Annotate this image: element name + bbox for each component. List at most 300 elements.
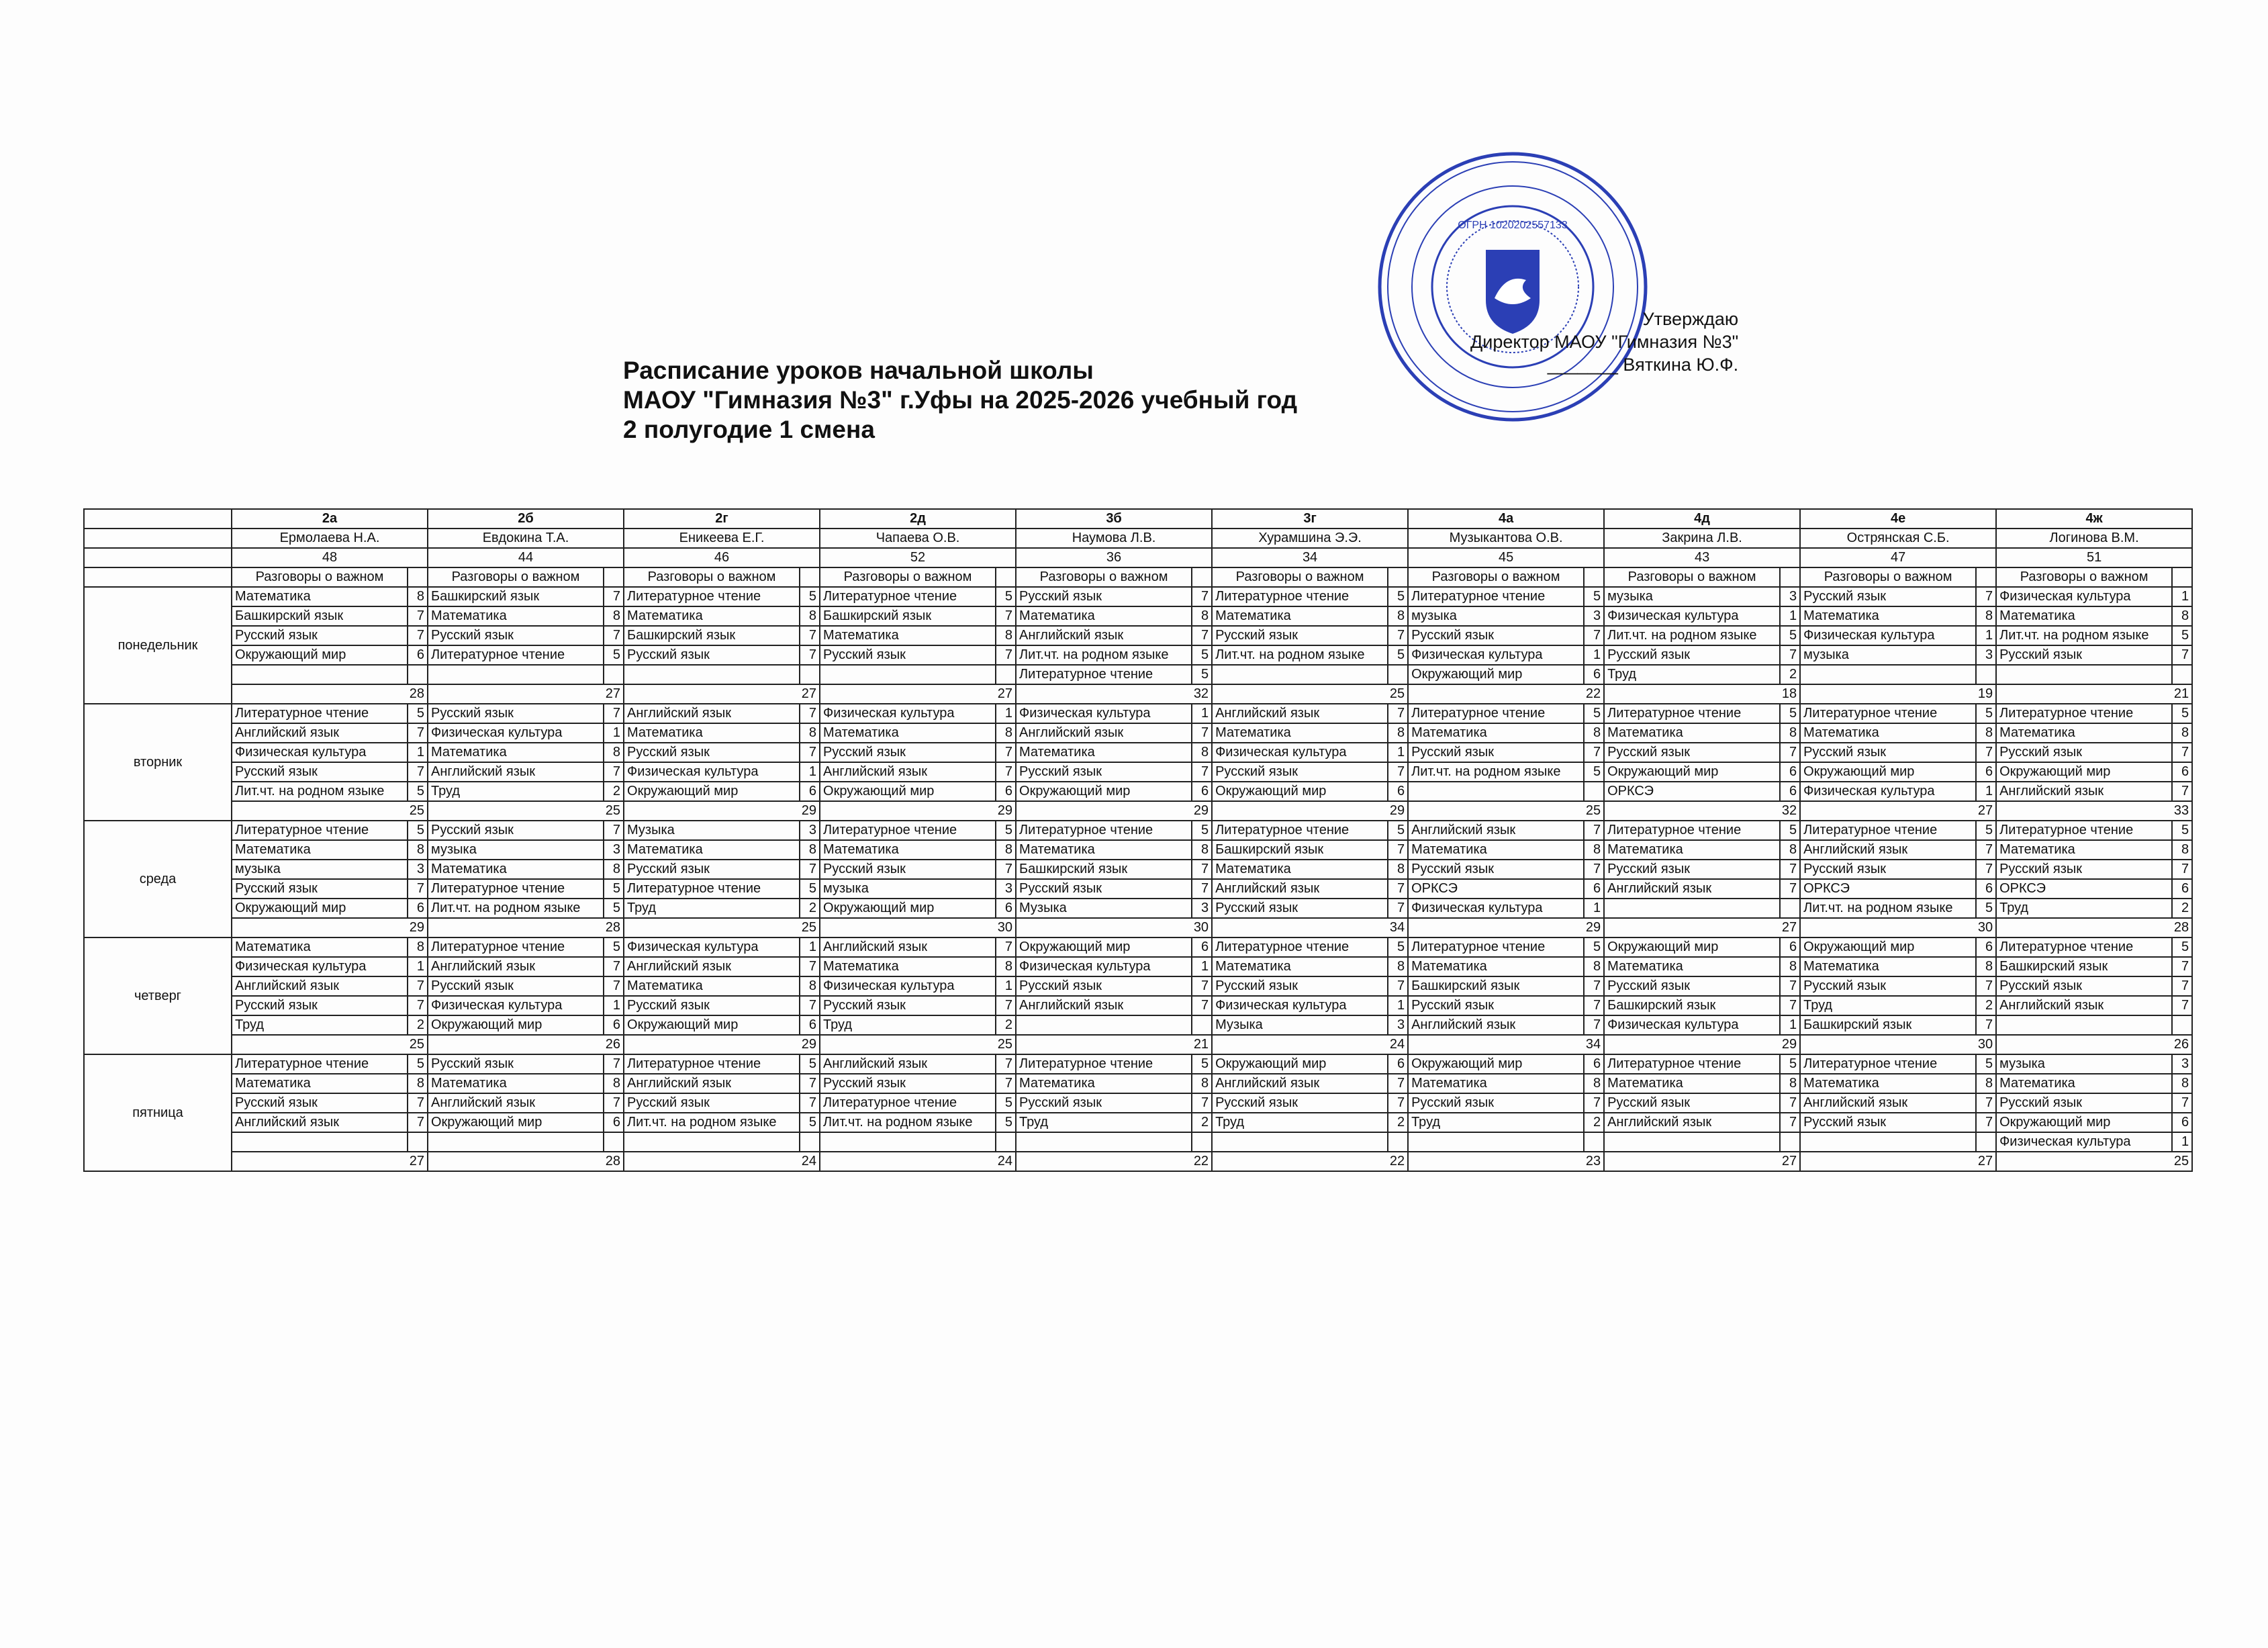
lesson-difficulty: 7 <box>2172 976 2192 996</box>
lesson-difficulty: 1 <box>604 996 624 1015</box>
day-name: пятница <box>84 1054 232 1171</box>
lesson-difficulty: 8 <box>1780 723 1800 743</box>
title-line-3: 2 полугодие 1 смена <box>623 416 875 443</box>
lesson-subject: Русский язык <box>624 743 800 762</box>
lesson-difficulty: 7 <box>1192 723 1212 743</box>
day-total: 18 <box>1604 684 1800 704</box>
lesson-subject <box>820 665 996 684</box>
lesson-difficulty: 1 <box>1192 704 1212 723</box>
lesson-difficulty: 1 <box>1780 1015 1800 1035</box>
lesson-subject: Окружающий мир <box>232 899 408 918</box>
lesson-difficulty: 7 <box>604 1054 624 1074</box>
lesson-difficulty: 7 <box>2172 782 2192 801</box>
lesson-subject: Окружающий мир <box>624 1015 800 1035</box>
lesson-subject: Башкирский язык <box>624 626 800 645</box>
lesson-subject: Труд <box>820 1015 996 1035</box>
lesson-subject: Литературное чтение <box>1016 1054 1192 1074</box>
lesson-subject: Английский язык <box>1212 879 1388 899</box>
lesson-difficulty <box>1388 1132 1408 1152</box>
lesson-subject: Физическая культура <box>1408 645 1584 665</box>
lesson-difficulty: 6 <box>1388 1054 1408 1074</box>
lesson-subject: Окружающий мир <box>1212 1054 1388 1074</box>
lesson-subject: Физическая культура <box>820 976 996 996</box>
lesson-difficulty: 7 <box>1976 1113 1996 1132</box>
lesson-subject: Математика <box>624 840 800 860</box>
lesson-difficulty: 8 <box>2172 723 2192 743</box>
class-name: 4е <box>1800 509 1996 529</box>
day-total: 27 <box>1800 801 1996 821</box>
class-name: 4ж <box>1996 509 2192 529</box>
lesson-subject: Русский язык <box>624 645 800 665</box>
lesson-subject <box>232 1132 408 1152</box>
lesson-subject: Литературное чтение <box>1016 665 1192 684</box>
lesson-difficulty: 5 <box>1780 1054 1800 1074</box>
lesson-subject: Окружающий мир <box>232 645 408 665</box>
lesson-difficulty: 1 <box>1780 606 1800 626</box>
class-name: 2б <box>428 509 624 529</box>
lesson-difficulty: 8 <box>1976 1074 1996 1093</box>
lesson-difficulty: 8 <box>1192 606 1212 626</box>
lesson-subject: Русский язык <box>1408 996 1584 1015</box>
lesson-difficulty: 7 <box>800 1074 820 1093</box>
lesson-difficulty: 7 <box>996 645 1016 665</box>
lesson-subject: Физическая культура <box>1408 899 1584 918</box>
lesson-difficulty: 6 <box>1976 762 1996 782</box>
day-total: 22 <box>1212 1152 1408 1171</box>
lesson-subject: Русский язык <box>820 1074 996 1093</box>
lesson-difficulty: 5 <box>1192 645 1212 665</box>
lesson-difficulty: 7 <box>800 996 820 1015</box>
talk-lesson-load <box>1584 567 1604 587</box>
lesson-difficulty <box>1584 782 1604 801</box>
talk-lesson-load <box>1192 567 1212 587</box>
lesson-difficulty: 7 <box>1584 860 1604 879</box>
lesson-difficulty: 7 <box>1192 996 1212 1015</box>
lesson-subject: Математика <box>624 606 800 626</box>
lesson-difficulty <box>1780 1132 1800 1152</box>
day-total: 29 <box>820 801 1016 821</box>
lesson-subject: Литературное чтение <box>232 821 408 840</box>
day-total: 25 <box>624 918 820 937</box>
class-teacher: Чапаева О.В. <box>820 529 1016 548</box>
lesson-difficulty: 7 <box>996 1074 1016 1093</box>
lesson-subject: Русский язык <box>428 976 604 996</box>
day-total: 26 <box>428 1035 624 1054</box>
lesson-subject: Математика <box>820 626 996 645</box>
lesson-difficulty: 7 <box>1976 860 1996 879</box>
day-total: 27 <box>624 684 820 704</box>
lesson-difficulty: 7 <box>2172 1093 2192 1113</box>
lesson-subject: Русский язык <box>1800 743 1976 762</box>
lesson-difficulty: 5 <box>996 1093 1016 1113</box>
lesson-difficulty: 6 <box>604 1113 624 1132</box>
lesson-difficulty: 5 <box>2172 704 2192 723</box>
lesson-subject: Литературное чтение <box>820 821 996 840</box>
approval-line-3: _______ Вяткина Ю.Ф. <box>1547 355 1739 375</box>
class-teacher: Хурамшина Э.Э. <box>1212 529 1408 548</box>
class-teacher: Еникеева Е.Г. <box>624 529 820 548</box>
lesson-subject: Английский язык <box>624 704 800 723</box>
lesson-difficulty: 7 <box>1780 1113 1800 1132</box>
lesson-subject: Физическая культура <box>1800 782 1976 801</box>
day-total: 32 <box>1604 801 1800 821</box>
lesson-difficulty: 8 <box>1192 1074 1212 1093</box>
day-total-row <box>84 684 2192 704</box>
lesson-difficulty: 2 <box>1192 1113 1212 1132</box>
lesson-subject: Английский язык <box>1800 840 1976 860</box>
class-students: 34 <box>1212 548 1408 567</box>
lesson-subject: Математика <box>232 1074 408 1093</box>
lesson-subject: Английский язык <box>428 957 604 976</box>
lesson-row <box>84 1132 2192 1152</box>
lesson-subject: Литературное чтение <box>1996 937 2172 957</box>
lesson-subject: Труд <box>1800 996 1976 1015</box>
lesson-subject: музыка <box>428 840 604 860</box>
class-students: 45 <box>1408 548 1604 567</box>
lesson-difficulty: 6 <box>408 899 428 918</box>
lesson-subject: ОРКСЭ <box>1604 782 1780 801</box>
lesson-subject: Математика <box>1996 1074 2172 1093</box>
day-total: 27 <box>1604 1152 1800 1171</box>
lesson-subject: Математика <box>1016 743 1192 762</box>
lesson-difficulty: 7 <box>996 606 1016 626</box>
lesson-difficulty: 7 <box>1192 587 1212 606</box>
day-total: 29 <box>624 801 820 821</box>
lesson-subject: Литературное чтение <box>428 937 604 957</box>
lesson-subject: Русский язык <box>232 626 408 645</box>
lesson-difficulty: 5 <box>604 937 624 957</box>
lesson-subject: Русский язык <box>624 996 800 1015</box>
class-students: 43 <box>1604 548 1800 567</box>
lesson-subject: Русский язык <box>1408 860 1584 879</box>
lesson-difficulty: 7 <box>1388 704 1408 723</box>
lesson-difficulty: 7 <box>1780 1093 1800 1113</box>
lesson-row <box>84 899 2192 918</box>
lesson-subject: Математика <box>1212 860 1388 879</box>
lesson-difficulty: 8 <box>800 976 820 996</box>
day-total: 28 <box>428 918 624 937</box>
lesson-difficulty: 5 <box>408 782 428 801</box>
class-teacher: Логинова В.М. <box>1996 529 2192 548</box>
header-corner <box>84 567 232 587</box>
lesson-subject: Труд <box>1212 1113 1388 1132</box>
lesson-difficulty: 2 <box>800 899 820 918</box>
lesson-difficulty: 7 <box>1584 743 1604 762</box>
day-total: 30 <box>1016 918 1212 937</box>
lesson-difficulty <box>408 665 428 684</box>
talk-lesson-load <box>604 567 624 587</box>
lesson-difficulty: 7 <box>604 821 624 840</box>
lesson-difficulty: 7 <box>800 1093 820 1113</box>
lesson-difficulty: 3 <box>604 840 624 860</box>
lesson-subject <box>1212 1132 1388 1152</box>
lesson-difficulty: 7 <box>408 996 428 1015</box>
class-name: 3б <box>1016 509 1212 529</box>
lesson-difficulty: 8 <box>800 606 820 626</box>
lesson-subject: Русский язык <box>232 879 408 899</box>
lesson-subject: Литературное чтение <box>428 879 604 899</box>
day-total: 28 <box>428 1152 624 1171</box>
day-total: 24 <box>1212 1035 1408 1054</box>
class-students: 46 <box>624 548 820 567</box>
lesson-difficulty: 1 <box>1192 957 1212 976</box>
lesson-difficulty: 7 <box>2172 957 2192 976</box>
lesson-difficulty: 1 <box>604 723 624 743</box>
lesson-subject: Музыка <box>624 821 800 840</box>
lesson-subject: Труд <box>1408 1113 1584 1132</box>
lesson-difficulty: 8 <box>996 723 1016 743</box>
lesson-row <box>84 1054 2192 1074</box>
day-total: 25 <box>1996 1152 2192 1171</box>
lesson-subject: Физическая культура <box>1212 743 1388 762</box>
lesson-difficulty: 5 <box>1780 626 1800 645</box>
lesson-difficulty <box>800 1132 820 1152</box>
lesson-difficulty: 3 <box>996 879 1016 899</box>
lesson-difficulty: 7 <box>1780 879 1800 899</box>
lesson-subject: Башкирский язык <box>820 606 996 626</box>
lesson-row <box>84 782 2192 801</box>
lesson-subject: Труд <box>1016 1113 1192 1132</box>
lesson-subject: музыка <box>1604 587 1780 606</box>
lesson-difficulty: 5 <box>1976 821 1996 840</box>
lesson-difficulty: 7 <box>408 606 428 626</box>
lesson-subject: Физическая культура <box>1996 587 2172 606</box>
lesson-subject: Литературное чтение <box>1408 587 1584 606</box>
lesson-subject: музыка <box>820 879 996 899</box>
lesson-subject: Русский язык <box>232 762 408 782</box>
lesson-difficulty: 7 <box>1780 860 1800 879</box>
talk-lesson: Разговоры о важном <box>820 567 996 587</box>
lesson-subject: Окружающий мир <box>1800 762 1976 782</box>
official-seal-stamp <box>1375 149 1650 424</box>
lesson-subject: Окружающий мир <box>820 899 996 918</box>
lesson-subject: Английский язык <box>1408 821 1584 840</box>
lesson-subject: Русский язык <box>1604 743 1780 762</box>
lesson-subject: Русский язык <box>232 1093 408 1113</box>
day-total: 25 <box>1408 801 1604 821</box>
lesson-subject: Окружающий мир <box>1604 762 1780 782</box>
lesson-difficulty: 5 <box>1192 821 1212 840</box>
lesson-difficulty: 2 <box>1584 1113 1604 1132</box>
lesson-subject: Русский язык <box>820 743 996 762</box>
day-total: 25 <box>232 801 428 821</box>
talk-lesson-load <box>1976 567 1996 587</box>
lesson-subject: Русский язык <box>624 860 800 879</box>
lesson-subject <box>1212 665 1388 684</box>
lesson-difficulty: 8 <box>800 723 820 743</box>
lesson-subject: Математика <box>820 840 996 860</box>
lesson-difficulty: 8 <box>604 860 624 879</box>
lesson-difficulty: 5 <box>1584 762 1604 782</box>
approval-block <box>1470 308 1738 376</box>
lesson-subject: Физическая культура <box>232 957 408 976</box>
lesson-difficulty: 2 <box>408 1015 428 1035</box>
lesson-difficulty: 7 <box>800 626 820 645</box>
lesson-subject: Литературное чтение <box>1212 821 1388 840</box>
lesson-subject: Окружающий мир <box>1212 782 1388 801</box>
lesson-subject: Математика <box>1800 606 1976 626</box>
day-total-row <box>84 1152 2192 1171</box>
lesson-difficulty: 3 <box>1976 645 1996 665</box>
lesson-difficulty: 6 <box>2172 762 2192 782</box>
lesson-difficulty: 8 <box>800 840 820 860</box>
lesson-subject: Математика <box>232 587 408 606</box>
lesson-subject: Английский язык <box>232 723 408 743</box>
talk-lesson: Разговоры о важном <box>232 567 408 587</box>
lesson-subject: Труд <box>1604 665 1780 684</box>
lesson-subject: Русский язык <box>1212 899 1388 918</box>
lesson-difficulty <box>2172 665 2192 684</box>
talk-lesson: Разговоры о важном <box>428 567 604 587</box>
lesson-difficulty: 5 <box>1192 665 1212 684</box>
lesson-difficulty: 5 <box>1584 704 1604 723</box>
class-teacher: Острянская С.Б. <box>1800 529 1996 548</box>
lesson-difficulty: 2 <box>2172 899 2192 918</box>
lesson-difficulty: 8 <box>996 957 1016 976</box>
lesson-difficulty: 7 <box>800 860 820 879</box>
lesson-subject: Музыка <box>1016 899 1192 918</box>
lesson-subject: Башкирский язык <box>232 606 408 626</box>
lesson-difficulty: 8 <box>1388 957 1408 976</box>
lesson-row <box>84 762 2192 782</box>
lesson-subject: Литературное чтение <box>232 704 408 723</box>
lesson-subject: Русский язык <box>1016 587 1192 606</box>
lesson-subject: Окружающий мир <box>1996 762 2172 782</box>
lesson-subject <box>1996 1015 2172 1035</box>
lesson-subject: Математика <box>1016 840 1192 860</box>
lesson-subject: Английский язык <box>428 1093 604 1113</box>
lesson-subject: Русский язык <box>1604 1093 1780 1113</box>
lesson-row <box>84 860 2192 879</box>
lesson-difficulty <box>408 1132 428 1152</box>
lesson-difficulty: 7 <box>1780 645 1800 665</box>
lesson-difficulty: 8 <box>408 587 428 606</box>
lesson-difficulty: 7 <box>1976 1015 1996 1035</box>
lesson-difficulty: 7 <box>800 704 820 723</box>
lesson-subject: Окружающий мир <box>1996 1113 2172 1132</box>
lesson-difficulty: 8 <box>1976 723 1996 743</box>
lesson-difficulty: 5 <box>1388 821 1408 840</box>
day-total: 21 <box>1016 1035 1212 1054</box>
lesson-subject: Математика <box>1212 606 1388 626</box>
lesson-difficulty: 8 <box>408 937 428 957</box>
lesson-subject: Физическая культура <box>1800 626 1976 645</box>
lesson-subject: Башкирский язык <box>1212 840 1388 860</box>
lesson-subject: Окружающий мир <box>1016 937 1192 957</box>
class-name: 2д <box>820 509 1016 529</box>
lesson-difficulty: 7 <box>996 937 1016 957</box>
lesson-subject: Русский язык <box>1408 743 1584 762</box>
lesson-difficulty: 7 <box>1388 840 1408 860</box>
lesson-difficulty: 8 <box>2172 606 2192 626</box>
lesson-difficulty: 5 <box>604 879 624 899</box>
lesson-subject: Литературное чтение <box>1212 937 1388 957</box>
day-total: 29 <box>1016 801 1212 821</box>
lesson-row <box>84 1113 2192 1132</box>
schedule-table <box>83 508 2193 1172</box>
lesson-difficulty: 6 <box>1388 782 1408 801</box>
lesson-difficulty: 5 <box>800 1054 820 1074</box>
lesson-subject: Русский язык <box>1016 1093 1192 1113</box>
lesson-difficulty <box>2172 1015 2192 1035</box>
lesson-subject: Математика <box>820 957 996 976</box>
day-total: 24 <box>624 1152 820 1171</box>
lesson-difficulty: 5 <box>1192 1054 1212 1074</box>
lesson-subject: Физическая культура <box>428 723 604 743</box>
lesson-difficulty: 7 <box>408 1113 428 1132</box>
day-total: 33 <box>1996 801 2192 821</box>
lesson-difficulty: 1 <box>1976 626 1996 645</box>
lesson-subject: Русский язык <box>1800 860 1976 879</box>
lesson-row <box>84 879 2192 899</box>
lesson-subject: музыка <box>1800 645 1976 665</box>
lesson-subject: Русский язык <box>624 1093 800 1113</box>
talk-lesson: Разговоры о важном <box>1604 567 1780 587</box>
header-corner <box>84 548 232 567</box>
lesson-subject: Английский язык <box>1212 704 1388 723</box>
day-total: 30 <box>1800 1035 1996 1054</box>
day-total: 28 <box>232 684 428 704</box>
lesson-difficulty: 7 <box>1192 626 1212 645</box>
lesson-difficulty: 2 <box>1976 996 1996 1015</box>
lesson-subject: Русский язык <box>820 645 996 665</box>
lesson-difficulty: 1 <box>800 937 820 957</box>
lesson-subject: Литературное чтение <box>428 645 604 665</box>
lesson-subject: Русский язык <box>1016 879 1192 899</box>
lesson-subject <box>1604 1132 1780 1152</box>
day-total: 32 <box>1016 684 1212 704</box>
lesson-difficulty: 7 <box>1584 626 1604 645</box>
lesson-subject: Русский язык <box>1996 860 2172 879</box>
lesson-subject: Математика <box>1996 723 2172 743</box>
lesson-subject <box>1800 665 1976 684</box>
lesson-difficulty: 7 <box>996 860 1016 879</box>
lesson-difficulty: 6 <box>996 899 1016 918</box>
lesson-row <box>84 957 2192 976</box>
lesson-difficulty: 8 <box>1584 723 1604 743</box>
lesson-difficulty: 3 <box>1780 587 1800 606</box>
lesson-subject: Английский язык <box>1408 1015 1584 1035</box>
lesson-subject <box>1800 1132 1976 1152</box>
lesson-subject: Труд <box>1996 899 2172 918</box>
lesson-difficulty: 7 <box>604 762 624 782</box>
lesson-subject: Русский язык <box>1800 1113 1976 1132</box>
talk-lesson: Разговоры о важном <box>1016 567 1192 587</box>
lesson-difficulty: 8 <box>408 1074 428 1093</box>
lesson-subject: Окружающий мир <box>428 1113 604 1132</box>
class-name: 3г <box>1212 509 1408 529</box>
lesson-subject: Литературное чтение <box>1016 821 1192 840</box>
day-total: 25 <box>1212 684 1408 704</box>
lesson-subject: Лит.чт. на родном языке <box>1996 626 2172 645</box>
lesson-subject: Математика <box>1016 606 1192 626</box>
lesson-row <box>84 821 2192 840</box>
lesson-difficulty: 7 <box>1388 762 1408 782</box>
day-name: понедельник <box>84 587 232 704</box>
day-total: 27 <box>1800 1152 1996 1171</box>
lesson-difficulty: 5 <box>996 587 1016 606</box>
lesson-difficulty: 6 <box>1780 937 1800 957</box>
lesson-subject: Башкирский язык <box>428 587 604 606</box>
lesson-subject: Математика <box>1212 723 1388 743</box>
lesson-difficulty: 8 <box>1192 840 1212 860</box>
lesson-difficulty: 7 <box>604 704 624 723</box>
lesson-difficulty: 7 <box>1780 996 1800 1015</box>
lesson-difficulty <box>1976 665 1996 684</box>
lesson-subject: Русский язык <box>428 821 604 840</box>
lesson-difficulty: 7 <box>1976 1093 1996 1113</box>
lesson-subject: Английский язык <box>1604 1113 1780 1132</box>
